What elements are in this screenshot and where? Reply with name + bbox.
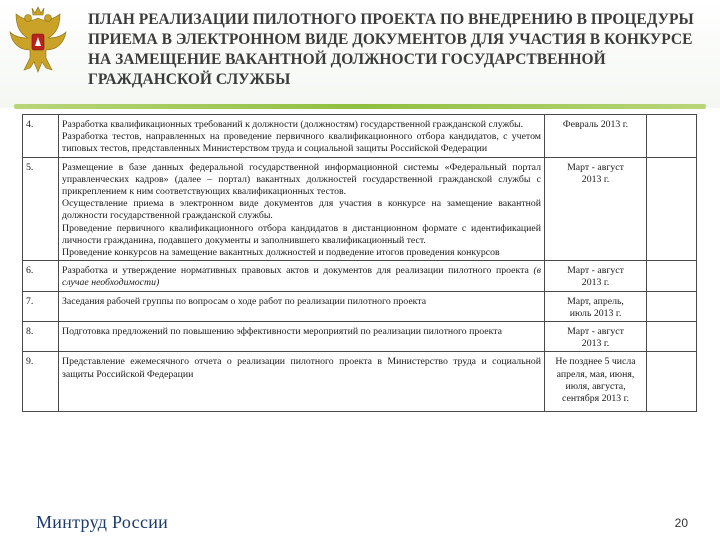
slide-header <box>0 0 720 108</box>
row-number: 6. <box>23 261 59 291</box>
row-task <box>59 352 545 412</box>
row-task <box>59 157 545 261</box>
table-row <box>23 261 697 291</box>
row-empty-cell <box>647 261 697 291</box>
row-empty-cell <box>647 157 697 261</box>
row-term <box>545 352 647 412</box>
row-term <box>545 322 647 352</box>
row-task <box>59 115 545 158</box>
task-line: Проведение конкурсов на замещение вакантных должностей и подведение итогов проведения конкурсов <box>62 247 500 259</box>
row-number: 8. <box>23 322 59 352</box>
row-term: Февраль 2013 г. <box>545 115 647 158</box>
page-number: 20 <box>674 516 688 530</box>
page-title: ПЛАН РЕАЛИЗАЦИИ ПИЛОТНОГО ПРОЕКТА ПО ВНЕДРЕНИЮ В ПРОЦЕДУРЫ ПРИЕМА В ЭЛЕКТРОННОМ ВИДЕ ДОКУМЕНТОВ ДЛЯ УЧАСТИЯ В КОНКУРСЕ НА ЗАМЕЩЕНИЕ ВАКАНТНОЙ ДОЛЖНОСТИ ГОСУДАРСТВЕННОЙ ГРАЖДАНСКОЙ СЛУЖБЫ <box>88 11 694 88</box>
row-term <box>545 157 647 261</box>
task-line: Проведение первичного квалификационного отбора кандидатов в дистанционном формате с идентификацией личности гражданина, подавшего документы и заполнившего квалификационный тест. <box>62 222 541 246</box>
task-line: Представление ежемесячного отчета о реализации пилотного проекта в Министерство труда и социальной защиты Российской Федерации <box>62 356 541 380</box>
term-text: Март - август 2013 г. <box>567 326 624 350</box>
coat-of-arms-icon <box>6 4 70 84</box>
task-note: (в случае необходимости) <box>62 265 542 289</box>
task-line: Осуществление приема в электронном виде документов для участия в конкурсе на замещение вакантной должности государственной гражданской службы. <box>62 198 541 222</box>
row-task <box>59 261 545 291</box>
task-line: Разработка и утверждение нормативных правовых актов и документов для реализации пилотного проекта <box>62 265 529 277</box>
task-line: Размещение в базе данных федеральной государственной информационной системы «Федеральный портал управленческих кадров» (далее – портал) вакантных должностей государственной гражданской службы с прикреплением к ним соответствующих квалификационных тестов. <box>62 161 541 198</box>
header-divider <box>14 104 706 109</box>
row-number: 9. <box>23 352 59 412</box>
table-row <box>23 115 697 158</box>
task-line: Заседания рабочей группы по вопросам о ходе работ по реализации пилотного проекта <box>62 295 427 307</box>
row-number: 5. <box>23 157 59 261</box>
row-task <box>59 291 545 321</box>
table-row <box>23 157 697 261</box>
table-row <box>23 322 697 352</box>
row-number: 4. <box>23 115 59 158</box>
task-line: Разработка тестов, направленных на проведение первичного квалификационного отбора кандидатов, с учетом типовых тестов, представленных Министерством труда и социальной защиты Российской Федерации <box>62 131 541 155</box>
row-number: 7. <box>23 291 59 321</box>
table-row <box>23 352 697 412</box>
row-empty-cell <box>647 291 697 321</box>
row-term <box>545 291 647 321</box>
term-text: Март - август 2013 г. <box>567 161 624 185</box>
term-text: Не позднее 5 числа апреля, мая, июня, июля, августа, сентября 2013 г. <box>555 356 636 405</box>
row-task <box>59 322 545 352</box>
row-empty-cell <box>647 352 697 412</box>
row-term <box>545 261 647 291</box>
plan-table <box>22 114 697 412</box>
table-row <box>23 291 697 321</box>
term-text: Март - август 2013 г. <box>567 265 624 289</box>
row-empty-cell <box>647 115 697 158</box>
term-text: Март, апрель, июль 2013 г. <box>567 295 624 319</box>
ministry-logo: Минтруд России <box>36 512 169 532</box>
task-line: Разработка квалификационных требований к должности (должностям) государственной гражданской службы. <box>62 119 524 130</box>
task-line: Подготовка предложений по повышению эффективности мероприятий по реализации пилотного проекта <box>62 326 503 338</box>
row-empty-cell <box>647 322 697 352</box>
